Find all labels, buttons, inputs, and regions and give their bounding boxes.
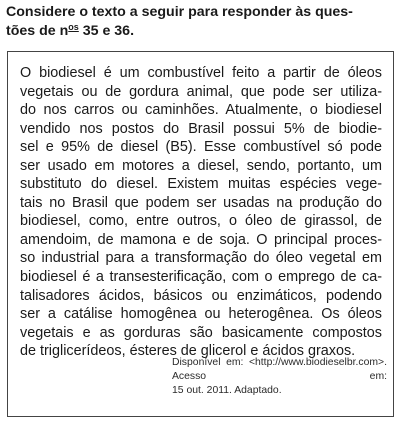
citation-line-1: Disponível em: <http://www.biodieselbr.com>. Acesso em: — [172, 357, 387, 382]
article-line: O biodiesel é um combustível feito a partir de óleos — [20, 65, 382, 81]
question-instruction — [6, 3, 398, 41]
article-line: tais no Brasil que podem ser usadas na produção do — [20, 194, 382, 211]
article-line: vegetais e as gorduras são basicamente compostos — [20, 324, 382, 341]
article-line: vegetais ou de gordura animal, que pode ser utiliza- — [20, 83, 382, 100]
instruction-text-post: 35 e 36. — [78, 23, 135, 39]
instruction-text-pre: tões de n — [6, 23, 69, 39]
article-line: biodiesel é a transesterificação, com o emprego de ca- — [20, 269, 382, 286]
article-line: biodiesel, como, entre outros, o óleo de girassol, de — [20, 213, 382, 230]
article-line: so industrial para a transformação do óleo vegetal em — [20, 250, 382, 267]
ordinal-superscript: os — [68, 22, 79, 32]
article-line: ser a catálise homogênea ou heterogênea. Os óleos — [20, 306, 382, 323]
article-text — [20, 64, 382, 361]
article-line: do nos carros ou caminhões. Atualmente, o biodiesel — [20, 102, 382, 119]
article-line: vendido nos postos do Brasil possui 5% de biodie- — [20, 120, 382, 137]
article-line: substituto do diesel. Existem muitas espécies vege- — [20, 176, 382, 193]
article-line: amendoim, de mamona e de soja. O principal proces- — [20, 231, 382, 248]
citation-line-2: 15 out. 2011. Adaptado. — [172, 385, 282, 396]
article-line: sel e 95% de diesel (B5). Esse combustível só pode — [20, 139, 382, 156]
instruction-line-1: Considere o texto a seguir para responder às ques- — [6, 4, 353, 20]
instruction-line-2 — [6, 22, 398, 41]
source-citation — [172, 356, 387, 398]
article-line: de triglicerídeos, ésteres de glicerol e ácidos graxos. — [20, 343, 356, 360]
article-line: ser usado em motores a diesel, sendo, portanto, um — [20, 157, 382, 174]
article-line: talisadores ácidos, básicos ou enzimáticos, podendo — [20, 287, 382, 304]
